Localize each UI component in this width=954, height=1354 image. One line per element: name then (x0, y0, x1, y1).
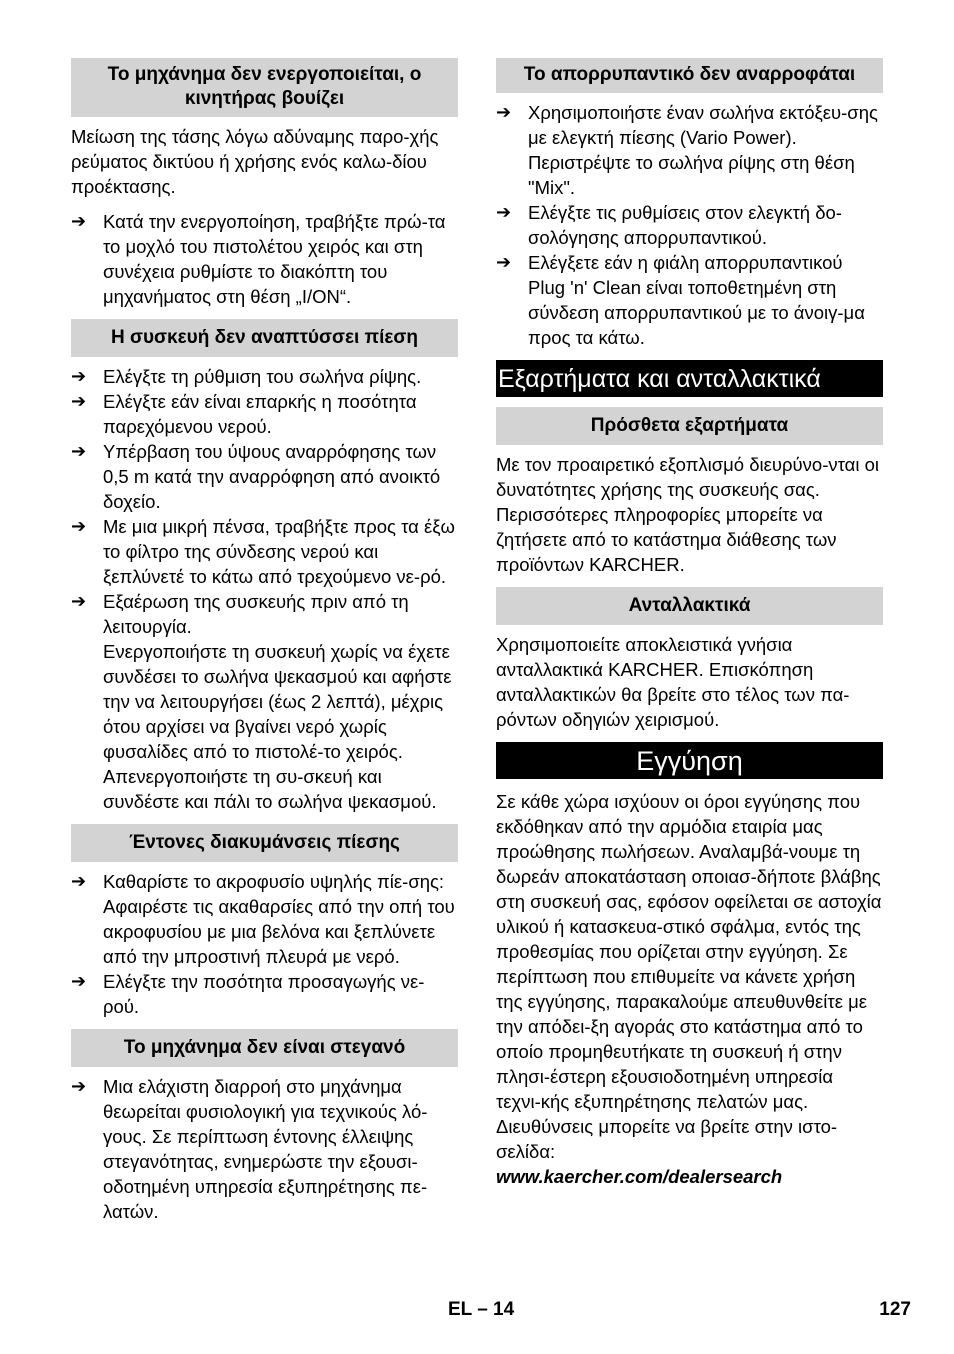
list-item: ➔ Μια ελάχιστη διαρροή στο μηχάνημα θεωρείται φυσιολογική για τεχνικούς λό-γους. Σε περίπτωση έντονης έλλειψης στεγανότητας, ενημερώστε την εξουσι-οδοτημένη υπηρεσία εξυπηρέτησης πε-λατών. (71, 1076, 428, 1222)
heading-no-pressure: Η συσκευή δεν αναπτύσσει πίεση (71, 319, 458, 357)
list-pressure-fluctuations (71, 869, 458, 1019)
arrow-bullet-icon: ➔ (71, 366, 87, 387)
paragraph-accessories: Με τον προαιρετικό εξοπλισμό διευρύνο-νται οι δυνατότητες χρήσης της συσκευής σας. Περισσότερες πληροφορίες μπορείτε να ζητήσετε από το κατάστημα διάθεσης των προϊόντων KARCHER. (496, 454, 879, 575)
list-item: ➔ Ελέγξτε την ποσότητα προσαγωγής νε-ρού. (71, 971, 425, 1017)
list-machine-not-starting (71, 209, 458, 309)
heading-extra-accessories: Πρόσθετα εξαρτήματα (496, 407, 883, 445)
section-heading-accessories: Εξαρτήματα και ανταλλακτικά (496, 360, 883, 397)
list-item: ➔ Χρησιμοποιήστε έναν σωλήνα εκτόξευ-σης με ελεγκτή πίεσης (Vario Power). Περιστρέψτε το σωλήνα ρίψης στη θέση "Mix". (496, 102, 878, 198)
left-column (71, 58, 458, 1234)
footer-language-page: EL – 14 (448, 1299, 515, 1320)
list-item: ➔ Καθαρίστε το ακροφυσίο υψηλής πίε-σης: Αφαιρέστε τις ακαθαρσίες από την οπή του ακροφυσίου με μια βελόνα και ξεπλύνετε από την μπροστινή πλευρά με νερό. (71, 871, 455, 967)
arrow-bullet-icon: ➔ (496, 252, 512, 273)
list-not-watertight (71, 1074, 458, 1224)
list-item: ➔ Ελέγξτε τη ρύθμιση του σωλήνα ρίψης. (71, 366, 422, 387)
dealer-search-link[interactable]: www.kaercher.com/dealersearch (496, 1166, 783, 1187)
list-item: ➔ Υπέρβαση του ύψους αναρρόφησης των 0,5 m κατά την αναρρόφηση από ανοικτό δοχείο. (71, 441, 441, 512)
heading-spare-parts: Ανταλλακτικά (496, 587, 883, 625)
arrow-bullet-icon: ➔ (71, 516, 87, 537)
heading-not-watertight: Το μηχάνημα δεν είναι στεγανό (71, 1029, 458, 1067)
heading-pressure-fluctuations: Έντονες διακυμάνσεις πίεσης (71, 824, 458, 862)
list-detergent (496, 100, 883, 350)
arrow-bullet-icon: ➔ (71, 391, 87, 412)
list-item: ➔ Εξαέρωση της συσκευής πριν από τη λειτουργία. Ενεργοποιήστε τη συσκευή χωρίς να έχετε συνδέσει το σωλήνα ψεκασμού και αφήστε την να λειτουργήσει (έως 2 λεπτά), μέχρις ότου αρχίσει να βγαίνει νερό χωρίς φυσαλίδες από το πιστολέ-το χειρός. Απενεργοποιήστε τη συ-σκευή και συνδέστε και πάλι το σωλήνα ψεκασμού. (71, 589, 458, 814)
arrow-bullet-icon: ➔ (71, 971, 87, 992)
arrow-bullet-icon: ➔ (496, 202, 512, 223)
footer-page-number: 127 (879, 1299, 911, 1320)
paragraph-addresses: Διευθύνσεις μπορείτε να βρείτε στην ιστο-σελίδα: (496, 1116, 838, 1162)
arrow-bullet-icon: ➔ (71, 441, 87, 462)
right-column (496, 58, 883, 1189)
arrow-bullet-icon: ➔ (71, 1076, 87, 1097)
list-item: ➔ Κατά την ενεργοποίηση, τραβήξτε πρώ-τα το μοχλό του πιστολέτου χειρός και στη συνέχεια ρυθμίστε το διακόπτη του μηχανήματος στη θέση „I/ON“. (71, 211, 446, 307)
list-item: ➔ Ελέγξτε εάν είναι επαρκής η ποσότητα παρεχόμενου νερού. (71, 391, 417, 437)
list-item: ➔ Ελέγξετε εάν η φιάλη απορρυπαντικού Plug 'n' Clean είναι τοποθετημένη στη σύνδεση απορρυπαντικού με το άνοιγ-μα προς τα κάτω. (496, 252, 865, 348)
paragraph-voltage-drop: Μείωση της τάσης λόγω αδύναμης παρο-χής ρεύματος δικτύου ή χρήσης ενός καλω-δίου προέκτασης. (71, 126, 439, 197)
arrow-bullet-icon: ➔ (496, 102, 512, 123)
list-item: ➔ Με μια μικρή πένσα, τραβήξτε προς τα έξω το φίλτρο της σύνδεσης νερού και ξεπλύνετέ το κάτω από τρεχούμενο νε-ρό. (71, 516, 455, 587)
heading-machine-not-starting: Το μηχάνημα δεν ενεργοποιείται, ο κινητήρας βουίζει (71, 58, 458, 117)
arrow-bullet-icon: ➔ (71, 871, 87, 892)
section-heading-warranty: Εγγύηση (496, 742, 883, 779)
paragraph-warranty: Σε κάθε χώρα ισχύουν οι όροι εγγύησης που εκδόθηκαν από την αρμόδια εταιρία μας προώθησης πωλήσεων. Αναλαμβά-νουμε τη δωρεάν αποκατάσταση οποιασ-δήποτε βλάβης στη συσκευή σας, εφόσον οφείλεται σε αστοχία υλικού ή κατασκευα-στικό σφάλμα, εντός της προθεσμίας που ορίζεται στην εγγύηση. Σε περίπτωση που επιθυμείτε να κάνετε χρήση της εγγύησης, παρακαλούμε απευθυνθείτε με την απόδει-ξη αγοράς στο κατάστημα από το οποίο προμηθευτήκατε τη συσκευή ή στην πλησι-έστερη εξουσιοδοτημένη υπηρεσία τεχνι-κής εξυπηρέτησης πελατών μας. (496, 791, 882, 1112)
list-item: ➔ Ελέγξτε τις ρυθμίσεις στον ελεγκτή δο-σολόγησης απορρυπαντικού. (496, 202, 842, 248)
heading-detergent-not-sucked: Το απορρυπαντικό δεν αναρροφάται (496, 58, 883, 93)
arrow-bullet-icon: ➔ (71, 591, 87, 612)
bullet-continuation: Ενεργοποιήστε τη συσκευή χωρίς να έχετε συνδέσει το σωλήνα ψεκασμού και αφήστε την να λειτουργήσει (έως 2 λεπτά), μέχρις ότου αρχίσει να βγαίνει νερό χωρίς φυσαλίδες από το πιστολέ-το χειρός. Απενεργοποιήστε τη συ-σκευή και συνδέστε και πάλι το σωλήνα ψεκασμού. (103, 641, 452, 812)
paragraph-spare-parts: Χρησιμοποιείτε αποκλειστικά γνήσια ανταλλακτικά KARCHER. Επισκόπηση ανταλλακτικών θα βρείτε στο τέλος των πα-ρόντων οδηγιών χειρισμού. (496, 634, 850, 730)
arrow-bullet-icon: ➔ (71, 211, 87, 232)
list-no-pressure (71, 364, 458, 814)
